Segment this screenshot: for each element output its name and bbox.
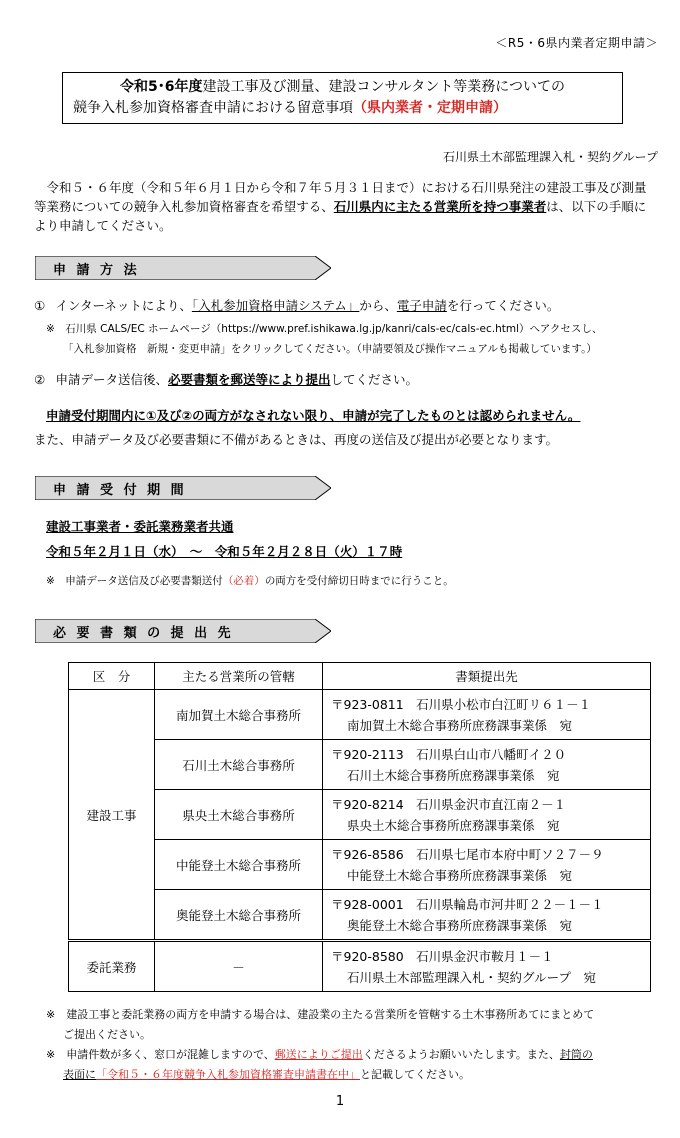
address-line-1: 〒920-8214 石川県金沢市直江南２－１ xyxy=(331,796,567,812)
intro-underlined: 石川県内に主たる営業所を持つ事業者 xyxy=(333,199,547,214)
title-line-1 xyxy=(73,77,612,98)
address-line-2: 中能登土木総合事務所庶務課事業係 宛 xyxy=(347,867,573,883)
header-category: 区 分 xyxy=(69,663,155,690)
title-line1-rest: 建設工事及び測量、建設コンサルタント等業務についての xyxy=(202,79,565,95)
note-2-line2-red: 「令和５・６年度競争入札参加資格審査申請書在中」 xyxy=(96,1068,360,1081)
address-cell xyxy=(323,941,651,992)
address-cell xyxy=(323,790,651,840)
method-note-line-1: ※ 石川県 CALS/EC ホームページ（https://www.pref.ishikawa.lg.jp/kanri/cals-ec/cals-ec.html）へアクセスし、 xyxy=(46,323,603,335)
item-1-text-c: を行ってください。 xyxy=(446,298,560,313)
office-name: 南加賀土木総合事務所 xyxy=(155,690,323,740)
address-cell xyxy=(323,840,651,890)
address-cell xyxy=(323,890,651,941)
note-2-red: 郵送によりご提出 xyxy=(274,1048,363,1061)
method-item-1 xyxy=(34,296,559,314)
note-2-line-1 xyxy=(46,1045,666,1065)
item-1-number: ① xyxy=(34,298,46,313)
address-line-2: 奥能登土木総合事務所庶務課事業係 宛 xyxy=(347,917,573,933)
section-period-label: 申 請 受 付 期 間 xyxy=(53,483,187,498)
method-item-2 xyxy=(34,370,418,388)
period-dates: 令和５年２月１日（水） ～ 令和５年２月２８日（火）１７時 xyxy=(46,544,403,559)
address-cell xyxy=(323,740,651,790)
title-line-2 xyxy=(73,98,612,119)
section-submit-label: 必 要 書 類 の 提 出 先 xyxy=(53,626,234,641)
office-name: 県央土木総合事務所 xyxy=(155,790,323,840)
item-2-underlined: 必要書類を郵送等により提出 xyxy=(167,372,331,387)
table-header-row xyxy=(69,663,651,690)
table-row xyxy=(69,690,651,740)
category-construction: 建設工事 xyxy=(69,690,155,941)
note-2-underlined: 封筒の xyxy=(559,1048,593,1061)
period-note-a: ※ 申請データ送信及び必要書類送付 xyxy=(46,575,223,587)
intro-paragraph xyxy=(34,178,654,235)
office-name: 奥能登土木総合事務所 xyxy=(155,890,323,941)
address-line-1: 〒926-8586 石川県七尾市本府中町ソ２７－９ xyxy=(331,846,604,862)
note-1-line-1: ※ 建設工事と委託業務の両方を申請する場合は、建設業の主たる営業所を管轄する土木事務所あてにまとめて xyxy=(46,1008,595,1021)
footnotes xyxy=(46,1005,666,1085)
note-2-line2-b: と記載してください。 xyxy=(360,1068,470,1081)
title-line2-red: （県内業者・定期申請） xyxy=(353,100,507,116)
address-line-2: 南加賀土木総合事務所庶務課事業係 宛 xyxy=(347,717,573,733)
section-submit-heading xyxy=(35,619,331,643)
period-heading: 建設工事業者・委託業務業者共通 xyxy=(46,519,234,534)
intro-part1: 令和５・６年度（令和５年６月１日から令和７年５月３１日まで）における石川県発注の建設工事及び測量等業務についての競争入札参加資格審査を希望する、 xyxy=(34,180,647,214)
table-row xyxy=(69,941,651,992)
title-box xyxy=(62,72,623,124)
address-line-2: 県央土木総合事務所庶務課事業係 宛 xyxy=(347,817,560,833)
address-line-1: 〒923-0811 石川県小松市白江町リ６１－１ xyxy=(331,696,592,712)
office-name: 石川土木総合事務所 xyxy=(155,740,323,790)
period-note xyxy=(46,573,454,588)
note-2-a: ※ 申請件数が多く、窓口が混雑しますので、 xyxy=(46,1048,275,1061)
note-2-line2-underlined: 表面に xyxy=(63,1068,96,1081)
note-2-b: くださるようお願いいたします。また、 xyxy=(362,1048,560,1061)
header-office: 主たる営業所の管轄 xyxy=(155,663,323,690)
table-row xyxy=(69,740,651,790)
address-line-2: 石川土木総合事務所庶務課事業係 宛 xyxy=(347,767,560,783)
table-row xyxy=(69,790,651,840)
warning-text: 申請受付期間内に①及び②の両方がなされない限り、申請が完了したものとは認められません。 xyxy=(46,408,581,423)
item-2-text-a: 申請データ送信後、 xyxy=(55,372,168,387)
method-note-line-2: 「入札参加資格 新規・変更申請」をクリックしてください。（申請要領及び操作マニュアルも掲載しています。） xyxy=(63,343,597,355)
title-bold: 令和5･6年度 xyxy=(120,79,203,95)
table-row xyxy=(69,890,651,941)
warning-subtext: また、申請データ及び必要書類に不備があるときは、再度の送信及び提出が必要となります。 xyxy=(34,432,559,447)
intro-part2: は、以下の手順により申請してください。 xyxy=(34,199,647,233)
section-period-heading xyxy=(35,476,331,500)
table-row xyxy=(69,840,651,890)
address-line-1: 〒928-0001 石川県輪島市河井町２２－１－１ xyxy=(331,896,604,912)
section-method-label: 申 請 方 法 xyxy=(53,263,140,278)
page-number: 1 xyxy=(335,1094,345,1109)
header-tag: ＜R5・6県内業者定期申請＞ xyxy=(495,36,658,50)
item-1-text-b: から、 xyxy=(359,298,397,313)
address-line-1: 〒920-2113 石川県白山市八幡町イ２０ xyxy=(331,746,567,762)
office-name: 中能登土木総合事務所 xyxy=(155,840,323,890)
period-note-b: の両方を受付締切日時までに行うこと。 xyxy=(264,575,454,587)
item-1-electronic: 電子申請 xyxy=(396,298,447,313)
item-1-text-a: インターネットにより、 xyxy=(55,298,192,313)
office-name: － xyxy=(155,941,323,992)
address-line-2: 石川県土木部監理課入札・契約グループ 宛 xyxy=(347,969,597,985)
category-consign: 委託業務 xyxy=(69,941,155,992)
item-1-system-name: 「入札参加資格申請システム」 xyxy=(191,298,360,313)
note-2-line-2 xyxy=(46,1065,666,1085)
header-destination: 書類提出先 xyxy=(323,663,651,690)
section-method-heading xyxy=(35,256,331,280)
note-1-line-2: ご提出ください。 xyxy=(63,1028,151,1041)
submission-destination-table xyxy=(68,662,651,992)
period-note-red: （必着） xyxy=(222,575,265,587)
title-line2-main: 競争入札参加資格審査申請における留意事項 xyxy=(73,100,353,116)
address-cell xyxy=(323,690,651,740)
item-2-number: ② xyxy=(34,372,46,387)
item-2-text-b: してください。 xyxy=(330,372,418,387)
department: 石川県土木部監理課入札・契約グループ xyxy=(442,150,658,164)
address-line-1: 〒920-8580 石川県金沢市鞍月１－１ xyxy=(331,948,554,964)
